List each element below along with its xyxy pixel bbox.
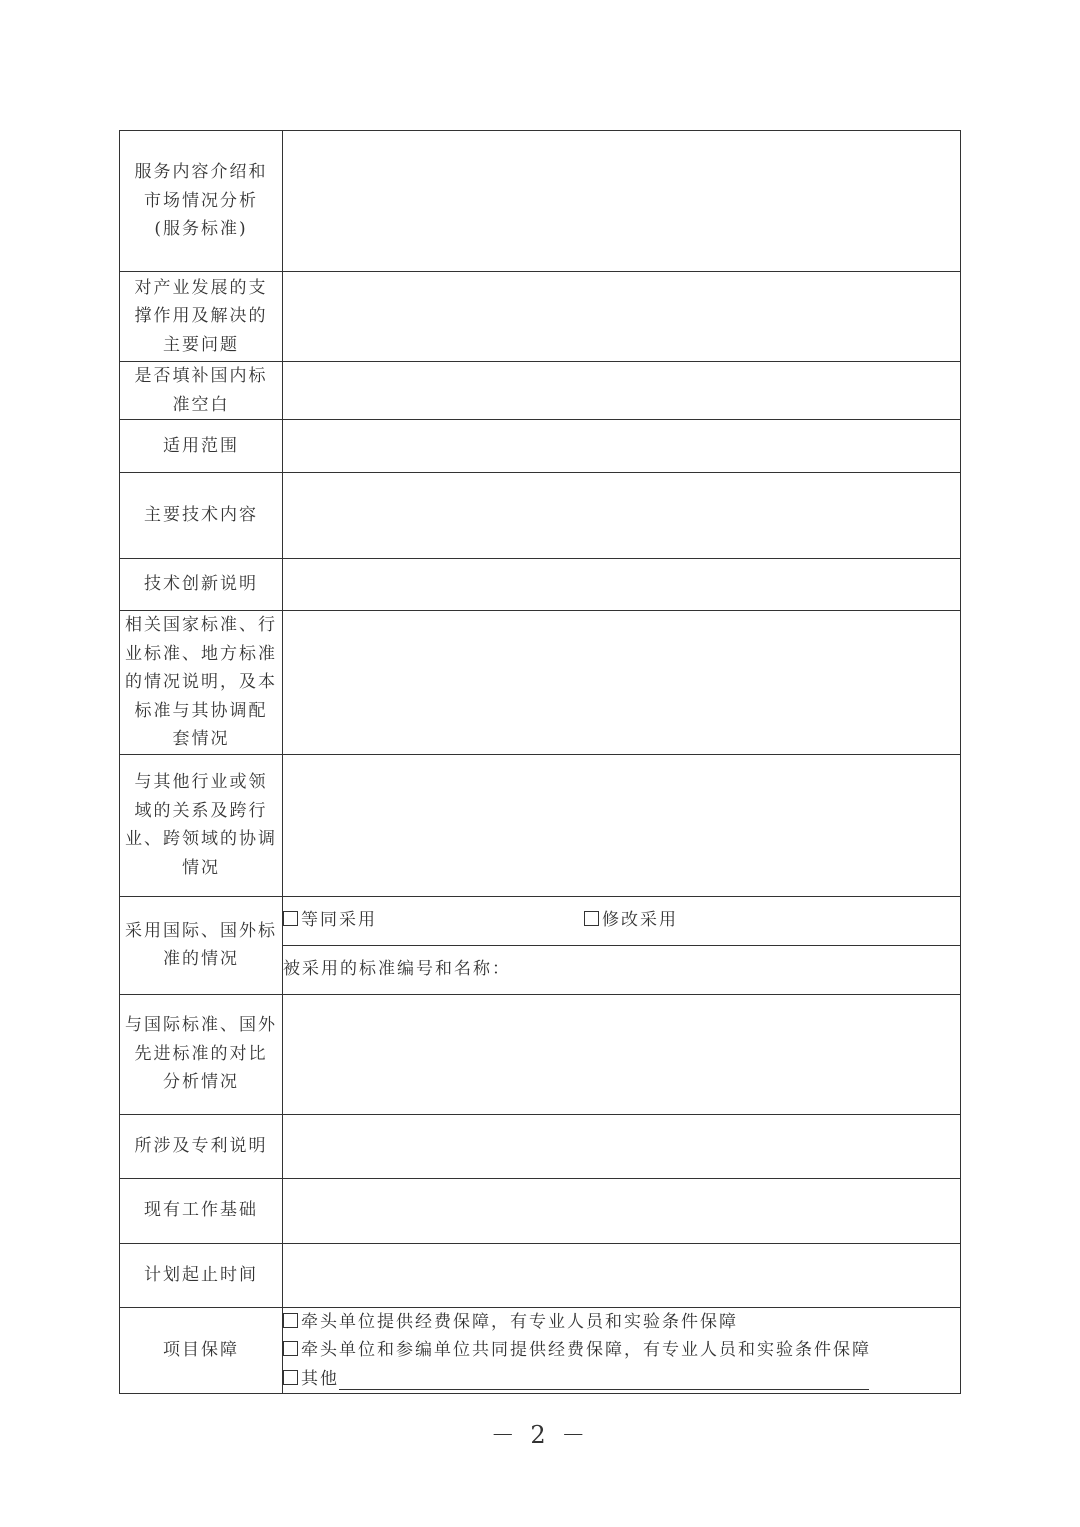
guarantee-options	[283, 1307, 961, 1394]
row-adopt-options	[120, 896, 961, 945]
label-line: 准空白	[172, 394, 230, 415]
guarantee-option-3-label: 其他	[301, 1368, 339, 1389]
row-guarantee	[120, 1307, 961, 1394]
label-tech-content	[120, 473, 283, 559]
label-innovation	[120, 559, 283, 611]
label-patent	[120, 1114, 283, 1178]
label-basis	[120, 1178, 283, 1243]
label-schedule	[120, 1243, 283, 1307]
row-compare	[120, 994, 961, 1114]
label-line: 标准与其协调配	[134, 700, 268, 721]
guarantee-option-1-label: 牵头单位提供经费保障，有专业人员和实验条件保障	[301, 1311, 738, 1332]
value-related[interactable]	[283, 611, 961, 755]
value-support[interactable]	[283, 272, 961, 362]
row-basis	[120, 1178, 961, 1243]
option-modified[interactable]	[584, 906, 678, 935]
checkbox-icon[interactable]	[584, 911, 599, 926]
checkbox-icon[interactable]	[283, 1313, 298, 1328]
adopted-standard-field[interactable]	[283, 945, 961, 994]
label-gap	[120, 362, 283, 420]
label-line: 所涉及专利说明	[134, 1135, 268, 1156]
label-adopt	[120, 896, 283, 994]
label-line: 与国际标准、国外	[125, 1015, 277, 1036]
guarantee-option-2[interactable]	[283, 1336, 960, 1365]
value-cross[interactable]	[283, 754, 961, 896]
standard-application-form	[119, 130, 961, 1394]
label-line: 服务内容介绍和	[134, 162, 268, 183]
value-tech-content[interactable]	[283, 473, 961, 559]
checkbox-icon[interactable]	[283, 1370, 298, 1385]
option-identical-label: 等同采用	[301, 910, 377, 931]
row-patent	[120, 1114, 961, 1178]
label-line: (服务标准)	[154, 219, 248, 240]
label-scope	[120, 420, 283, 473]
label-service	[120, 131, 283, 272]
checkbox-icon[interactable]	[283, 911, 298, 926]
label-support	[120, 272, 283, 362]
label-related	[120, 611, 283, 755]
checkbox-icon[interactable]	[283, 1341, 298, 1356]
label-line: 撑作用及解决的	[134, 306, 268, 327]
row-support	[120, 272, 961, 362]
label-line: 项目保障	[163, 1340, 239, 1360]
label-line: 对产业发展的支	[134, 277, 268, 298]
label-line: 与其他行业或领	[134, 772, 268, 792]
label-line: 情况	[182, 857, 220, 878]
label-line: 相关国家标准、行	[125, 615, 277, 635]
value-gap[interactable]	[283, 362, 961, 420]
label-line: 先进标准的对比	[134, 1043, 268, 1064]
row-service	[120, 131, 961, 272]
option-modified-label: 修改采用	[602, 910, 678, 931]
value-basis[interactable]	[283, 1178, 961, 1243]
value-schedule[interactable]	[283, 1243, 961, 1307]
row-gap	[120, 362, 961, 420]
value-patent[interactable]	[283, 1114, 961, 1178]
adopt-options	[283, 896, 961, 945]
guarantee-option-2-label: 牵头单位和参编单位共同提供经费保障，有专业人员和实验条件保障	[301, 1340, 871, 1360]
label-line: 适用范围	[163, 435, 239, 456]
option-identical[interactable]	[283, 906, 377, 935]
value-innovation[interactable]	[283, 559, 961, 611]
row-related	[120, 611, 961, 755]
label-cross	[120, 754, 283, 896]
other-input-line[interactable]	[339, 1369, 869, 1390]
guarantee-option-1[interactable]	[283, 1308, 960, 1337]
label-line: 准的情况	[163, 949, 239, 969]
label-compare	[120, 994, 283, 1114]
label-guarantee	[120, 1307, 283, 1394]
page-number: － 2 －	[490, 1421, 590, 1449]
row-innovation	[120, 559, 961, 611]
label-line: 主要技术内容	[144, 505, 258, 526]
value-scope[interactable]	[283, 420, 961, 473]
label-line: 市场情况分析	[144, 190, 258, 211]
label-line: 的情况说明，及本	[125, 672, 277, 692]
value-compare[interactable]	[283, 994, 961, 1114]
row-schedule	[120, 1243, 961, 1307]
value-service[interactable]	[283, 131, 961, 272]
label-line: 现有工作基础	[144, 1200, 258, 1221]
row-scope	[120, 420, 961, 473]
guarantee-option-3[interactable]	[283, 1365, 960, 1394]
label-line: 套情况	[172, 729, 230, 749]
label-line: 域的关系及跨行	[134, 800, 268, 821]
label-line: 主要问题	[163, 334, 239, 355]
adopted-standard-label: 被采用的标准编号和名称：	[283, 959, 511, 980]
label-line: 业标准、地方标准	[125, 643, 277, 664]
label-line: 采用国际、国外标	[125, 920, 277, 941]
label-line: 计划起止时间	[144, 1264, 258, 1285]
label-line: 技术创新说明	[144, 574, 258, 595]
label-line: 分析情况	[163, 1072, 239, 1093]
row-cross	[120, 754, 961, 896]
row-tech-content	[120, 473, 961, 559]
label-line: 业、跨领域的协调	[125, 829, 277, 849]
label-line: 是否填补国内标	[134, 366, 268, 386]
